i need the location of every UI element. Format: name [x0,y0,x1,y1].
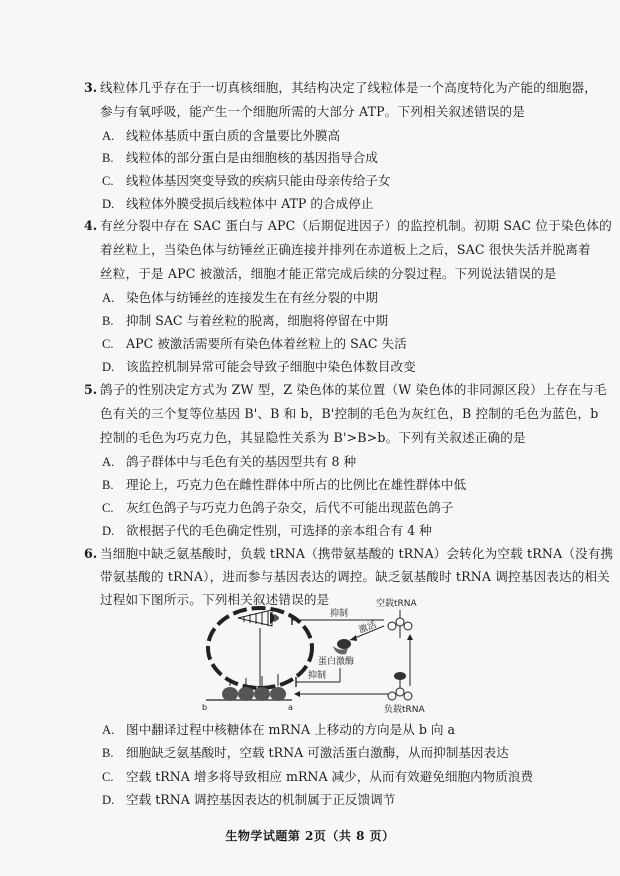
question-stem-line: 带氨基酸的 tRNA），进而参与基因表达的调控。缺乏氨基酸时 tRNA 调控基因表达的相关 [100,569,610,584]
option-c: C. 空载 tRNA 增多将导致相应 mRNA 减少，从而有效避免细胞内物质浪费 [102,769,534,784]
question-stem-line: 鸽子的性别决定方式为 ZW 型，Z 染色体的某位置（W 染色体的非同源区段）上存在与毛 [100,382,607,397]
option-b: B. 线粒体的部分蛋白是由细胞核的基因指导合成 [102,150,378,165]
loaded-trna-label: 负载tRNA [384,705,425,715]
option-a: A. 图中翻译过程中核糖体在 mRNA 上移动的方向是从 b 向 a [102,722,455,737]
option-b: B. 抑制 SAC 与着丝粒的脱离，细胞将停留在中期 [102,313,389,328]
option-a: A. 染色体与纺锤丝的连接发生在有丝分裂的中期 [102,290,378,305]
option-d: D. 线粒体外膜受损后线粒体中 ATP 的合成停止 [102,196,374,211]
question-number: 5. [84,382,98,397]
option-d: D. 欲根据子代的毛色确定性别，可选择的亲本组合有 4 种 [102,523,432,538]
mrna-end-b: b [202,703,208,712]
question-number: 3. [84,80,98,95]
inhibit-label-top: 抑制 [330,609,349,619]
question-stem-line: 参与有氧呼吸，能产生一个细胞所需的大部分 ATP。下列相关叙述错误的是 [100,104,525,119]
loaded-trna-shape [388,672,412,700]
mrna-end-a: a [288,703,293,712]
inhibit-label-bottom: 抑制 [308,671,327,681]
empty-trna-shape [388,610,412,638]
empty-trna-label: 空载tRNA [376,599,417,609]
protein-kinase-label: 蛋白激酶 [318,657,355,667]
option-b: B. 细胞缺乏氨基酸时，空载 tRNA 可激活蛋白激酶，从而抑制基因表达 [102,745,509,760]
question-stem-line: 着丝粒上，当染色体与纺锤丝正确连接并排列在赤道板上之后，SAC 很快失活并脱离着 [100,242,591,257]
question-stem-line: 有丝分裂中存在 SAC 蛋白与 APC（后期促进因子）的监控机制。初期 SAC 位于染色体的 [100,218,612,233]
page-footer: 生物学试题第 2页（共 8 页） [225,829,395,843]
option-c: C. APC 被激活需要所有染色体着丝粒上的 SAC 失活 [102,336,407,351]
option-b: B. 理论上，巧克力色在雌性群体中所占的比例比在雄性群体中低 [102,477,467,492]
question-stem-line: 控制的毛色为巧克力色，其显隐性关系为 B'>B>b。下列有关叙述正确的是 [100,430,526,445]
question-stem-line: 丝粒，于是 APC 被激活，细胞才能正常完成后续的分裂过程。下列说法错误的是 [100,266,557,281]
option-d: D. 该监控机制异常可能会导致子细胞中染色体数目改变 [102,359,416,374]
question-number: 4. [84,218,98,233]
question-stem-line: 过程如下图所示。下列相关叙述错误的是 [100,592,330,607]
option-a: A. 鸽子群体中与毛色有关的基因型共有 8 种 [102,454,357,469]
option-a: A. 线粒体基质中蛋白质的含量要比外膜高 [102,128,341,143]
activate-label: 激活 [357,620,378,636]
question-stem-line: 当细胞中缺乏氨基酸时，负载 tRNA（携带氨基酸的 tRNA）会转化为空载 tRNA（没有携 [100,546,614,561]
question-stem-line: 色有关的三个复等位基因 B'、B 和 b，B'控制的毛色为灰红色，B 控制的毛色为蓝色，b [100,406,599,421]
trna-regulation-diagram [200,596,450,716]
diagram-svg [200,596,450,716]
option-c: C. 线粒体基因突变导致的疾病只能由母亲传给子女 [102,173,391,188]
option-d: D. 空载 tRNA 调控基因表达的机制属于正反馈调节 [102,792,396,807]
question-number: 6. [84,546,98,561]
question-stem-line: 线粒体几乎存在于一切真核细胞，其结构决定了线粒体是一个高度特化为产能的细胞器， [100,80,598,95]
option-c: C. 灰红色鸽子与巧克力色鸽子杂交，后代不可能出现蓝色鸽子 [102,500,454,515]
protein-kinase-shape [333,639,351,654]
